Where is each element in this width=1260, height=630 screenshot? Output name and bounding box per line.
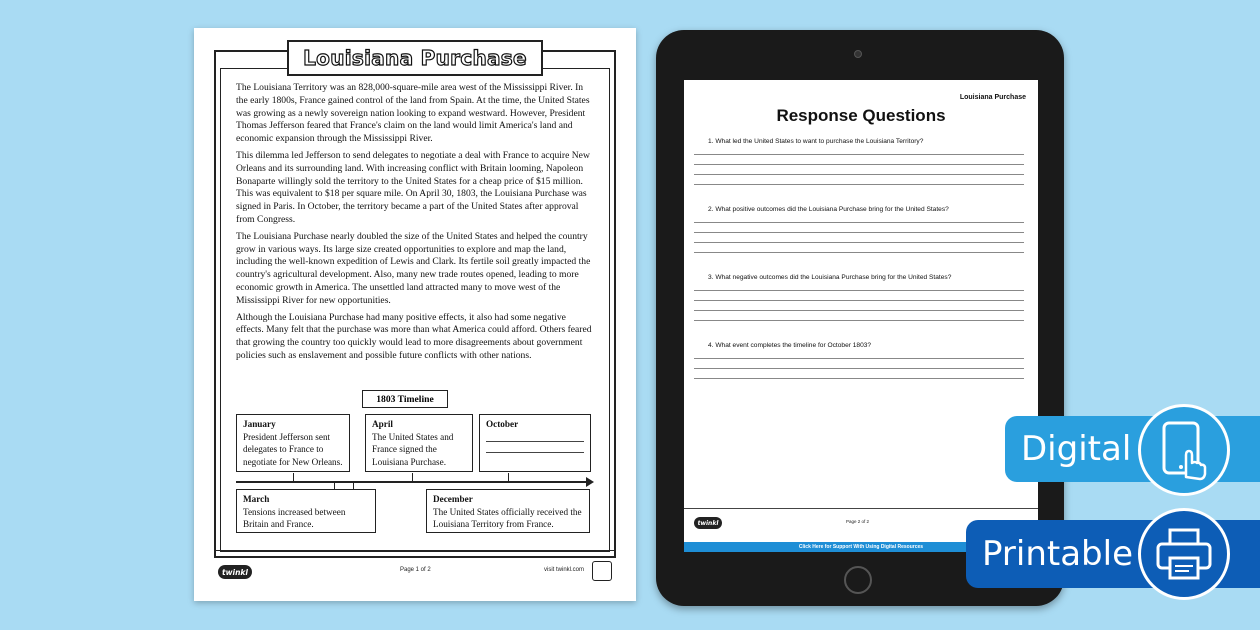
worksheet-title: Louisiana Purchase <box>303 46 527 70</box>
timeline-text: Tensions increased between Britain and France. <box>243 506 346 529</box>
answer-line[interactable] <box>694 232 1024 233</box>
quality-seal-icon <box>592 561 612 581</box>
timeline-tick <box>508 473 509 481</box>
paragraph-2: This dilemma led Jefferson to send delegates to negotiate a deal with France to acquire New Orleans and its surrounding land. With increasing conflict with Britain looming, Napoleon Bonaparte willingly sold the territory to the United States for a cheap price of $15 million. This was equivalent to $18 per square mile. On April 30, 1803, the Louisiana Purchase was signed in Paris. In October, the territory became a part of the United States after approval from Congress. <box>236 149 590 225</box>
answer-line[interactable] <box>486 441 584 442</box>
timeline-month: January <box>243 419 276 429</box>
timeline-box-october <box>479 414 591 472</box>
question-4 <box>700 342 1024 379</box>
answer-line[interactable] <box>694 184 1024 185</box>
question-text: 2. What positive outcomes did the Louisiana Purchase bring for the United States? <box>708 206 949 213</box>
answer-line[interactable] <box>694 320 1024 321</box>
twinkl-logo: twinkl <box>218 565 252 579</box>
timeline-text: The United States and France signed the Louisiana Purchase. <box>372 431 454 467</box>
timeline-tick <box>353 481 354 489</box>
paragraph-4: Although the Louisiana Purchase had many positive effects, it also had some negative effects. Many felt that the purchase was more than what America could afford. Others feared that growing the country too quickly would lead to more disagreements about government policies such as enslavement and possible future conflicts with other nations. <box>236 311 592 361</box>
camera-icon <box>854 50 862 58</box>
timeline-tick <box>412 473 413 481</box>
question-1 <box>700 138 1024 185</box>
timeline-tick <box>293 473 294 481</box>
question-text: 3. What negative outcomes did the Louisiana Purchase bring for the United States? <box>708 274 952 281</box>
screen-header: Louisiana Purchase <box>959 94 1026 101</box>
timeline-box-december <box>426 489 590 533</box>
timeline-axis <box>236 481 588 483</box>
reading-passage <box>236 82 596 367</box>
paragraph-1: The Louisiana Territory was an 828,000-square-mile area west of the Mississippi River. In the early 1800s, France gained control of the land from Spain. At the time, the United States was growing as a newly sovereign nation looking to expand westward. However, President Thomas Jefferson feared that France's claim on the land would limit America's land and economic expansion through the Mississippi River. <box>236 82 590 145</box>
timeline-box-april <box>365 414 473 472</box>
answer-line[interactable] <box>486 452 584 453</box>
question-3 <box>700 274 1024 321</box>
timeline-month: October <box>486 419 519 429</box>
answer-line[interactable] <box>694 300 1024 301</box>
printable-label: Printable <box>982 534 1133 574</box>
tablet-tap-icon <box>1138 404 1230 496</box>
answer-line[interactable] <box>694 252 1024 253</box>
twinkl-logo: twinkl <box>694 517 722 529</box>
answer-line[interactable] <box>694 378 1024 379</box>
worksheet-title-banner <box>287 40 543 76</box>
answer-line[interactable] <box>694 358 1024 359</box>
digital-label: Digital <box>1021 429 1132 469</box>
site-link[interactable]: visit twinkl.com <box>544 567 585 573</box>
worksheet-footer <box>214 550 616 590</box>
question-2 <box>700 206 1024 253</box>
timeline-title: 1803 Timeline <box>362 390 448 408</box>
timeline-month: April <box>372 419 393 429</box>
timeline-box-january <box>236 414 350 472</box>
answer-line[interactable] <box>694 164 1024 165</box>
paragraph-3: The Louisiana Purchase nearly doubled the size of the United States and helped the country grow in various ways. Its large size created opportunities to explore and map the land, including the well-known expedition of Lewis and Clark. Its fertile soil greatly impacted the country's agricultural development. Also, many new trade routes opened, leading to more economic growth in America. The unsettled land attracted many to move west of the Mississippi River for new opportunities. <box>236 230 591 306</box>
screen-title: Response Questions <box>776 106 946 125</box>
timeline-text: The United States officially received the Louisiana Territory from France. <box>433 506 582 529</box>
timeline-box-march <box>236 489 376 533</box>
answer-line[interactable] <box>694 242 1024 243</box>
tablet-screen <box>684 80 1038 552</box>
printer-icon <box>1138 508 1230 600</box>
support-link-bar[interactable]: Click Here for Support With Using Digital Resources <box>684 542 1038 552</box>
timeline-month: March <box>243 494 270 504</box>
page-number: Page 1 of 2 <box>400 567 431 573</box>
timeline-month: December <box>433 494 473 504</box>
answer-line[interactable] <box>694 174 1024 175</box>
answer-line[interactable] <box>694 154 1024 155</box>
answer-line[interactable] <box>694 310 1024 311</box>
timeline-text: President Jefferson sent delegates to France to negotiate for New Orleans. <box>243 431 343 467</box>
timeline-tick <box>334 481 335 489</box>
question-text: 1. What led the United States to want to purchase the Louisiana Territory? <box>708 138 924 145</box>
printed-worksheet <box>194 28 636 601</box>
page-number: Page 2 of 2 <box>846 519 870 524</box>
timeline-arrow-icon <box>586 477 594 487</box>
home-button[interactable] <box>844 566 872 594</box>
question-text: 4. What event completes the timeline for October 1803? <box>708 342 872 349</box>
answer-line[interactable] <box>694 222 1024 223</box>
answer-line[interactable] <box>694 368 1024 369</box>
answer-line[interactable] <box>694 290 1024 291</box>
